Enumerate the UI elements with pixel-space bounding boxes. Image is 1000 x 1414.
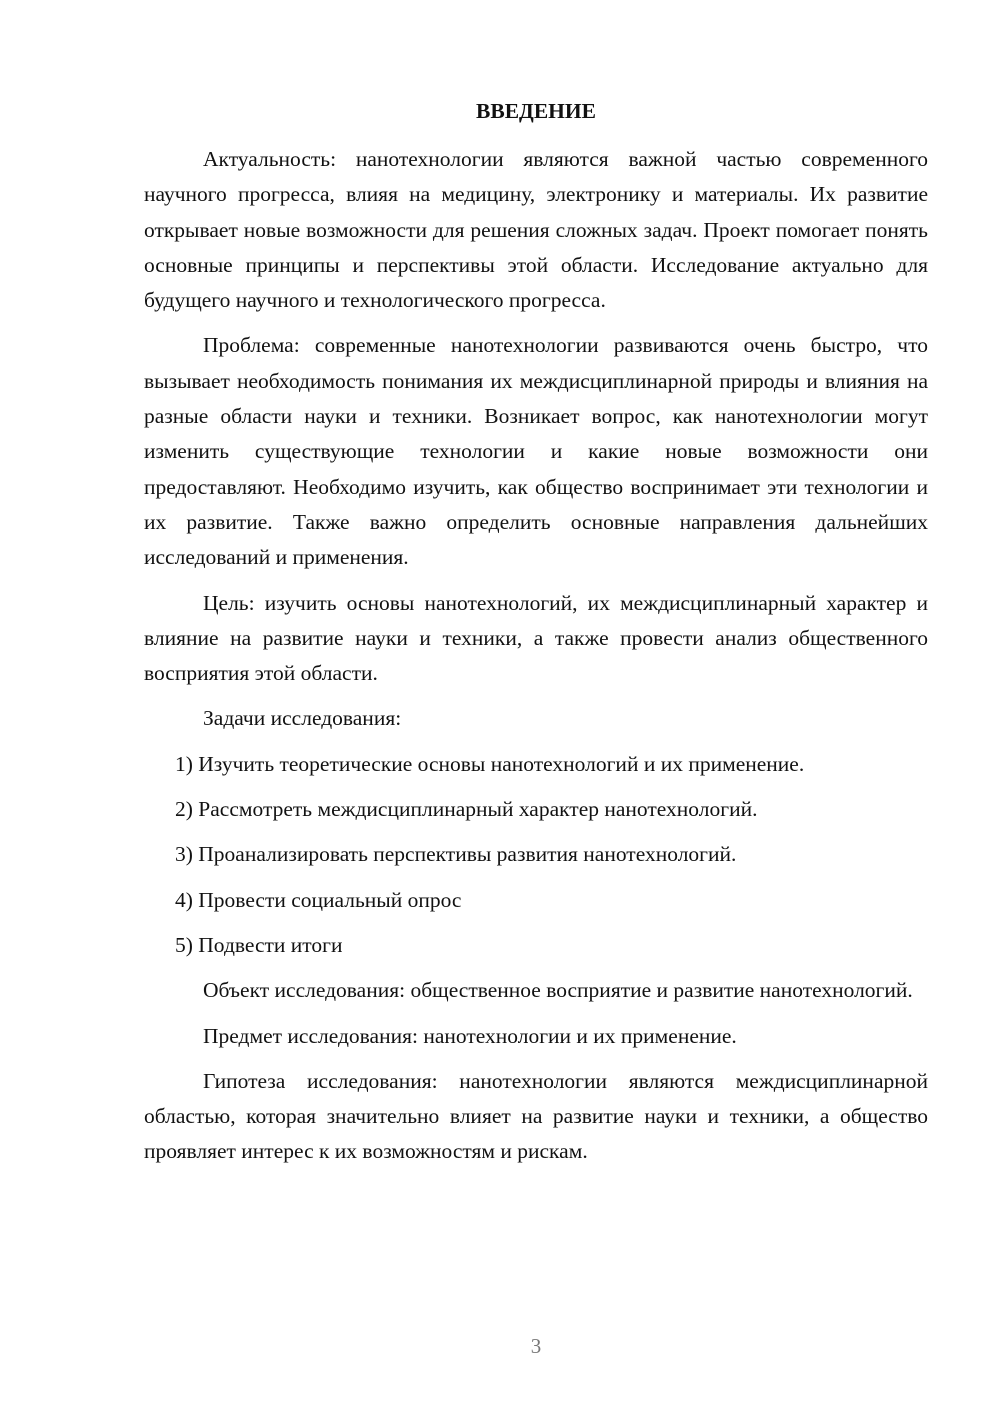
document-body	[144, 94, 928, 1180]
paragraph-hypothesis: Гипотеза исследования: нанотехнологии являются междисциплинарной областью, которая значительно влияет на развитие науки и техники, а общество проявляет интерес к их возможностям и рискам.	[144, 1068, 928, 1164]
paragraph-relevance: Актуальность: нанотехнологии являются важной частью современного научного прогресса, влияя на медицину, электронику и материалы. Их развитие открывает новые возможности для решения сложных задач. Проект помогает понять основные принципы и перспективы этой области. Исследование актуально для будущего научного и технологического прогресса.	[144, 147, 928, 313]
paragraph-problem: Проблема: современные нанотехнологии развиваются очень быстро, что вызывает необходимость понимания их междисциплинарной природы и влияния на разные области науки и техники. Возникает вопрос, как нанотехнологии могут изменить существующие технологии и какие новые возможности они предоставляют. Необходимо изучить, как общество воспринимает эти технологии и их развитие. Также важно определить основные направления дальнейших исследований и применения.	[144, 333, 928, 570]
tasks-heading: Задачи исследования:	[203, 706, 402, 731]
paragraph-object: Объект исследования: общественное восприятие и развитие нанотехнологий.	[203, 978, 913, 1003]
section-title: ВВЕДЕНИЕ	[476, 99, 596, 123]
task-item-1: 1) Изучить теоретические основы нанотехнологий и их применение.	[175, 751, 805, 776]
paragraph-subject: Предмет исследования: нанотехнологии и их применение.	[203, 1023, 737, 1048]
paragraph-goal: Цель: изучить основы нанотехнологий, их междисциплинарный характер и влияние на развитие науки и техники, а также провести анализ общественного восприятия этой области.	[144, 590, 928, 686]
page-number: 3	[530, 1334, 542, 1358]
task-item-5: 5) Подвести итоги	[175, 932, 343, 957]
task-item-2: 2) Рассмотреть междисциплинарный характер нанотехнологий.	[175, 797, 758, 822]
task-item-4: 4) Провести социальный опрос	[175, 887, 462, 912]
task-item-3: 3) Проанализировать перспективы развития нанотехнологий.	[175, 842, 737, 867]
